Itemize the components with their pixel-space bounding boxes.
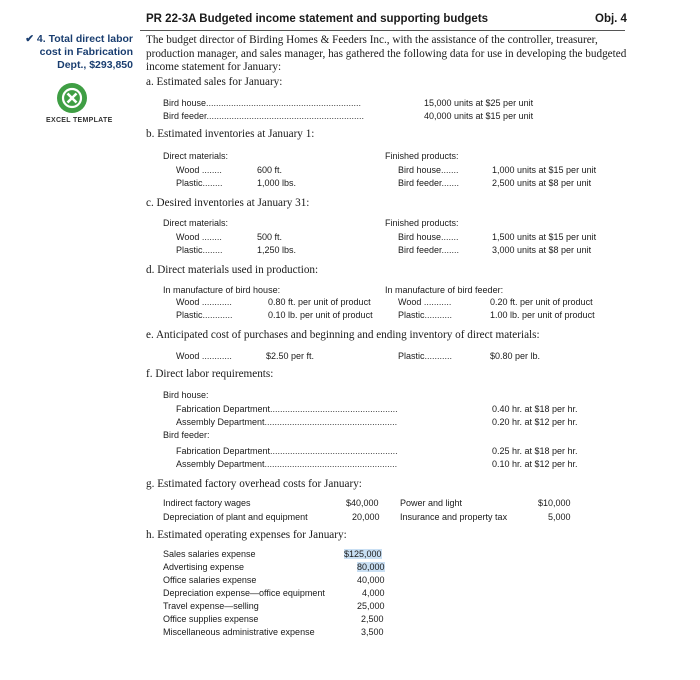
d-feeder-plastic-label: Plastic........... [398,310,453,320]
c-house-label: Bird house....... [398,232,459,242]
h-travel-value: 25,000 [357,601,385,611]
objective-label: Obj. 4 [595,13,627,25]
h-advertising-label: Advertising expense [163,562,245,572]
h-sales-salaries-label: Sales salaries expense [163,549,256,559]
d-feeder-wood-label: Wood ........... [398,297,452,307]
h-depr-office-value: 4,000 [362,588,385,598]
f-house-fab-value: 0.40 hr. at $18 per hr. [492,404,578,414]
margin-note-line3: Dept., $293,850 [57,59,133,71]
c-plastic-value: 1,250 lbs. [257,245,297,255]
h-misc-admin-value: 3,500 [361,627,384,637]
h-travel-label: Travel expense—selling [163,601,259,611]
e-plastic-label: Plastic........... [398,351,453,361]
b-house-label: Bird house....... [398,165,459,175]
d-feeder-wood-value: 0.20 ft. per unit of product [490,297,593,307]
g-depreciation-value: 20,000 [352,512,380,522]
e-wood-label: Wood ............ [176,351,232,361]
h-office-supplies-value: 2,500 [361,614,384,624]
g-depreciation-label: Depreciation of plant and equipment [163,512,308,522]
g-insurance-value: 5,000 [548,512,571,522]
margin-note-line1: 4. Total direct labor [36,33,133,45]
intro-paragraph: The budget director of Birding Homes & Feeders Inc., with the assistance of the controller, treasurer, production manager, and sales manager, has gathered the following data for use in developing the budgeted income statement for January: [146,34,627,73]
h-depr-office-label: Depreciation expense—office equipment [163,588,325,598]
f-house-fab-label: Fabrication Department................................................... [176,404,398,414]
section-a-heading: a. Estimated sales for January: [146,76,283,88]
h-office-supplies-label: Office supplies expense [163,614,259,624]
c-wood-value: 500 ft. [257,232,283,242]
b-feeder-value: 2,500 units at $8 per unit [492,178,592,188]
d-left-title: In manufacture of bird house: [163,285,281,295]
c-wood-label: Wood ........ [176,232,222,242]
d-house-plastic-value: 0.10 lb. per unit of product [268,310,373,320]
section-c-heading: c. Desired inventories at January 31: [146,197,310,209]
f-feeder-asm-label: Assembly Department..................................................... [176,459,398,469]
b-house-value: 1,000 units at $15 per unit [492,165,597,175]
h-office-salaries-value: 40,000 [357,575,385,585]
b-feeder-label: Bird feeder....... [398,178,460,188]
g-power-light-label: Power and light [400,498,463,508]
h-sales-salaries-value: $125,000 [344,549,382,559]
d-feeder-plastic-value: 1.00 lb. per unit of product [490,310,595,320]
section-f-heading: f. Direct labor requirements: [146,368,274,380]
f-feeder-fab-label: Fabrication Department................................................... [176,446,398,456]
f-feeder-asm-value: 0.10 hr. at $12 per hr. [492,459,578,469]
d-right-title: In manufacture of bird feeder: [385,285,504,295]
f-house-title: Bird house: [163,390,209,400]
excel-template-label: EXCEL TEMPLATE [46,117,113,124]
c-plastic-label: Plastic........ [176,245,223,255]
b-fp-title: Finished products: [385,151,459,161]
section-e-heading: e. Anticipated cost of purchases and beginning and ending inventory of direct materials: [146,329,540,341]
f-house-asm-label: Assembly Department..................................................... [176,417,398,427]
sales-bird-feeder-label: Bird feeder............................................................... [163,111,365,121]
h-misc-admin-label: Miscellaneous administrative expense [163,627,315,637]
f-feeder-title: Bird feeder: [163,430,210,440]
g-indirect-wages-label: Indirect factory wages [163,498,251,508]
c-house-value: 1,500 units at $15 per unit [492,232,597,242]
section-b-heading: b. Estimated inventories at January 1: [146,128,315,140]
excel-x-icon[interactable] [57,83,87,113]
b-wood-label: Wood ........ [176,165,222,175]
c-feeder-label: Bird feeder....... [398,245,460,255]
g-insurance-label: Insurance and property tax [400,512,508,522]
sales-bird-house-value: 15,000 units at $25 per unit [424,98,534,108]
sales-bird-feeder-value: 40,000 units at $15 per unit [424,111,534,121]
c-dm-title: Direct materials: [163,218,229,228]
section-h-heading: h. Estimated operating expenses for January: [146,529,347,541]
d-house-plastic-label: Plastic............ [176,310,233,320]
e-wood-value: $2.50 per ft. [266,351,315,361]
margin-check-note [8,33,133,72]
b-plastic-label: Plastic........ [176,178,223,188]
section-g-heading: g. Estimated factory overhead costs for January: [146,478,362,490]
title-rule [140,30,625,31]
checkmark-icon: ✔ [25,33,34,45]
h-advertising-value: 80,000 [357,562,385,572]
g-power-light-value: $10,000 [538,498,571,508]
f-feeder-fab-value: 0.25 hr. at $18 per hr. [492,446,578,456]
g-indirect-wages-value: $40,000 [346,498,379,508]
b-plastic-value: 1,000 lbs. [257,178,297,188]
margin-note-line2: cost in Fabrication [39,46,133,58]
d-house-wood-label: Wood ............ [176,297,232,307]
c-fp-title: Finished products: [385,218,459,228]
d-house-wood-value: 0.80 ft. per unit of product [268,297,371,307]
sales-bird-house-label: Bird house.............................................................. [163,98,362,108]
h-office-salaries-label: Office salaries expense [163,575,257,585]
b-dm-title: Direct materials: [163,151,229,161]
e-plastic-value: $0.80 per lb. [490,351,541,361]
f-house-asm-value: 0.20 hr. at $12 per hr. [492,417,578,427]
b-wood-value: 600 ft. [257,165,283,175]
section-d-heading: d. Direct materials used in production: [146,264,319,276]
problem-title: PR 22-3A Budgeted income statement and supporting budgets [146,13,489,25]
c-feeder-value: 3,000 units at $8 per unit [492,245,592,255]
